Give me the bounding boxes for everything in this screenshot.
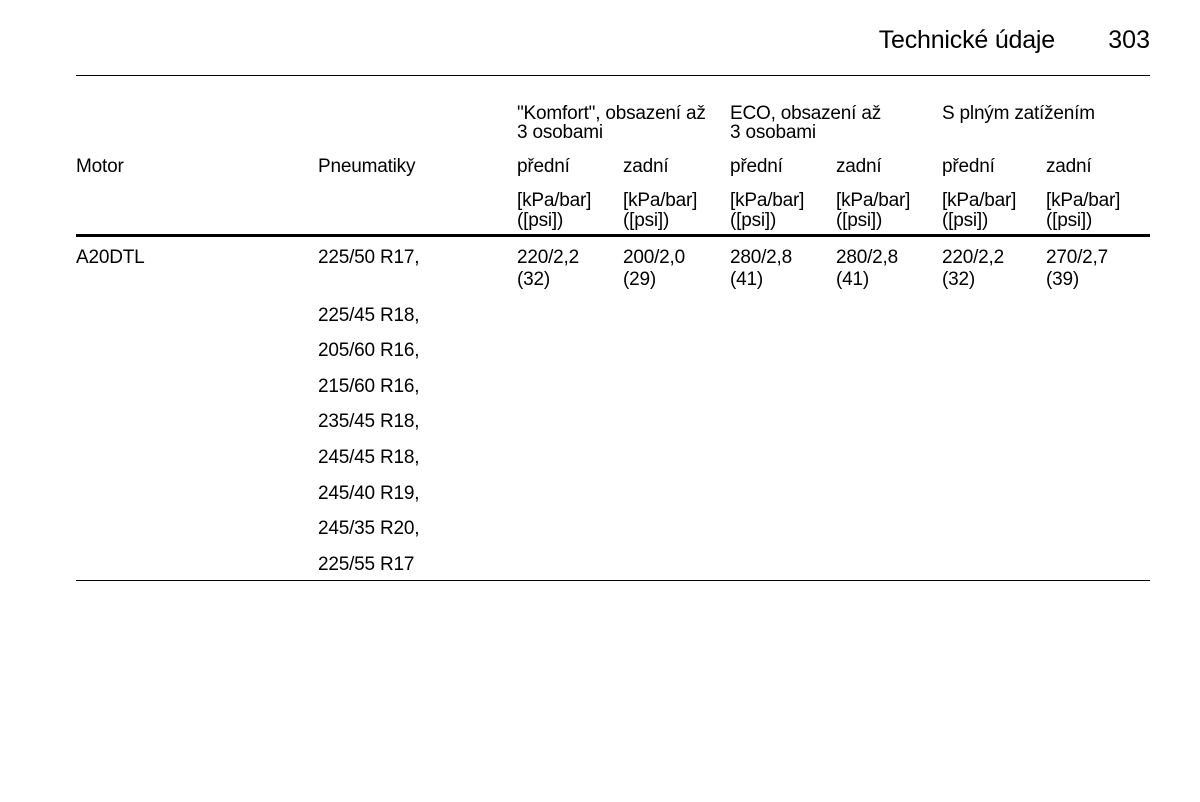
pressure-value: 280/2,8 [730,247,792,268]
column-header-front: přední [517,156,570,177]
group-header-komfort: "Komfort", obsazení až [517,103,706,124]
unit-label-psi: ([psi]) [836,210,883,231]
table-bottom-rule [76,580,1150,581]
group-header-komfort-line2: 3 osobami [517,122,603,143]
tyre-size: 235/45 R18, [318,411,420,432]
tyre-size: 245/35 R20, [318,518,420,539]
table-header-rule [76,234,1150,237]
unit-label-psi: ([psi]) [623,210,670,231]
unit-label-psi: ([psi]) [942,210,989,231]
pressure-psi: (32) [942,269,975,290]
unit-label-psi: ([psi]) [517,210,564,231]
column-header-front: přední [942,156,995,177]
unit-label-psi: ([psi]) [1046,210,1093,231]
unit-label: [kPa/bar] [836,190,911,211]
section-title: Technické údaje [878,26,1055,54]
tyre-size: 225/50 R17, [318,247,420,268]
pressure-psi: (41) [730,269,763,290]
pressure-value: 270/2,7 [1046,247,1108,268]
pressure-psi: (32) [517,269,550,290]
unit-label: [kPa/bar] [942,190,1017,211]
unit-label: [kPa/bar] [1046,190,1121,211]
column-header-motor: Motor [76,156,124,177]
unit-label-psi: ([psi]) [730,210,777,231]
motor-cell: A20DTL [76,247,145,268]
column-header-rear: zadní [623,156,669,177]
unit-label: [kPa/bar] [517,190,592,211]
group-header-eco: ECO, obsazení až [730,103,881,124]
pressure-psi: (39) [1046,269,1079,290]
column-header-front: přední [730,156,783,177]
pressure-value: 280/2,8 [836,247,898,268]
tyre-size: 245/40 R19, [318,483,420,504]
pressure-psi: (41) [836,269,869,290]
tyre-size: 205/60 R16, [318,340,420,361]
pressure-value: 220/2,2 [517,247,579,268]
page-number: 303 [1108,26,1150,54]
tyre-size: 245/45 R18, [318,447,420,468]
tyre-size: 225/45 R18, [318,305,420,326]
pressure-psi: (29) [623,269,656,290]
header-rule [76,75,1150,76]
tyre-size: 225/55 R17 [318,554,415,575]
column-header-rear: zadní [1046,156,1092,177]
unit-label: [kPa/bar] [730,190,805,211]
column-header-tyres: Pneumatiky [318,156,416,177]
group-header-eco-line2: 3 osobami [730,122,816,143]
group-header-full-load: S plným zatížením [942,103,1095,124]
pressure-value: 200/2,0 [623,247,685,268]
unit-label: [kPa/bar] [623,190,698,211]
tyre-size: 215/60 R16, [318,376,420,397]
page-header [76,26,1150,54]
pressure-value: 220/2,2 [942,247,1004,268]
column-header-rear: zadní [836,156,882,177]
